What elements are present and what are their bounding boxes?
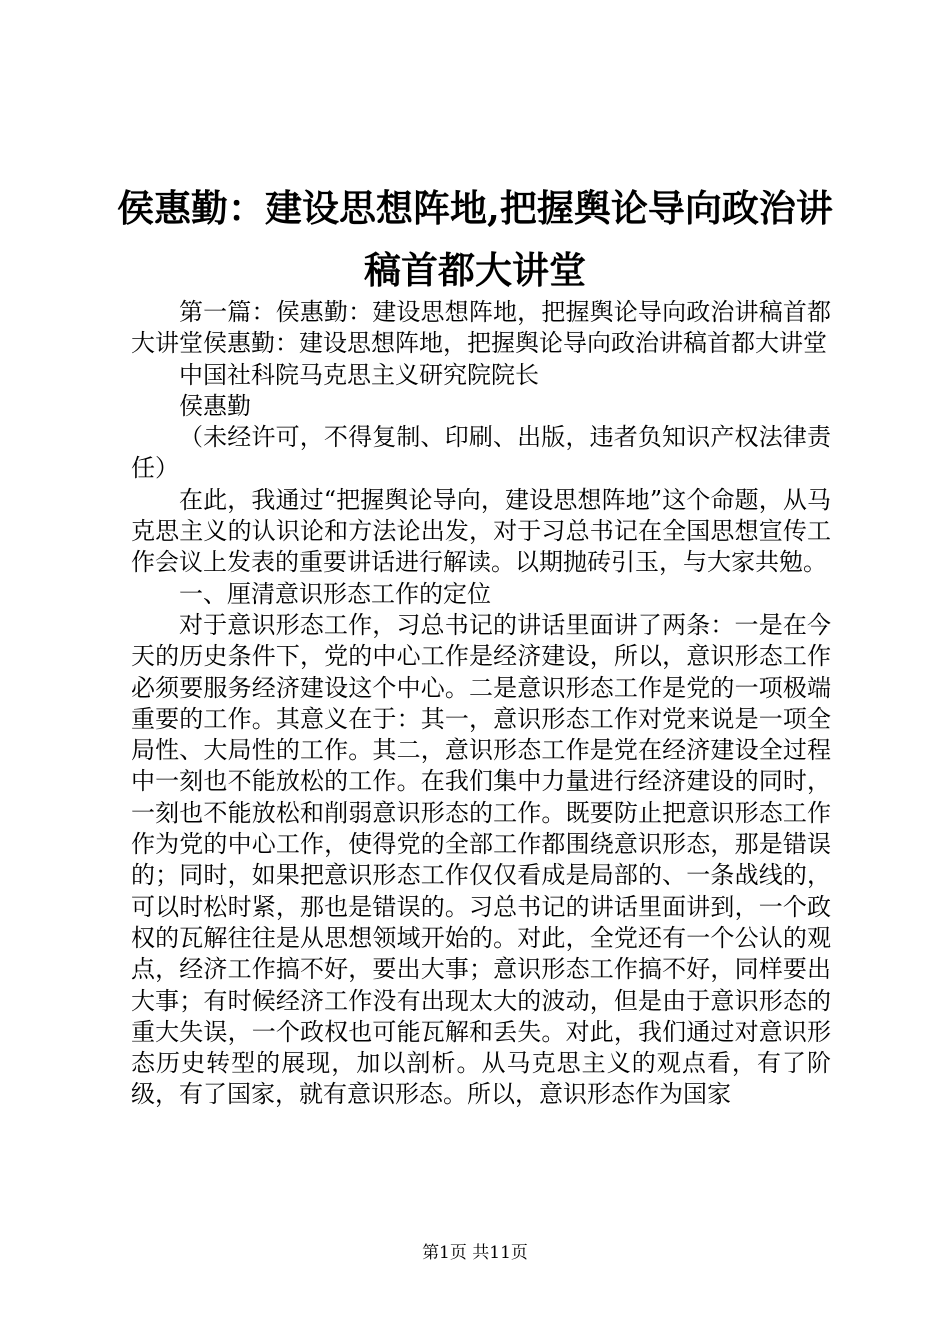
page-number-footer: 第1页 共11页 (422, 1243, 528, 1263)
section-heading: 一、厘清意识形态工作的定位 (179, 579, 491, 608)
document-body (131, 297, 831, 1111)
paragraph-opening: 在此，我通过“把握舆论导向，建设思想阵地”这个命题，从马克思主义的认识论和方法论出发，对于习总书记在全国思想宣传工作会议上发表的重要讲话进行解读。以期抛砖引玉，与大家共勉。 (131, 485, 831, 577)
paragraph-intro: 第一篇：侯惠勤：建设思想阵地，把握舆论导向政治讲稿首都大讲堂侯惠勤：建设思想阵地，把握舆论导向政治讲稿首都大讲堂 (131, 298, 831, 358)
author-name: 侯惠勤 (179, 391, 251, 420)
paragraph-main: 对于意识形态工作，习总书记的讲话里面讲了两条：一是在今天的历史条件下，党的中心工作是经济建设，所以，意识形态工作必须要服务经济建设这个中心。二是意识形态工作是党的一项极端重要的工作。其意义在于：其一，意识形态工作对党来说是一项全局性、大局性的工作。其二，意识形态工作是党在经济建设全过程中一刻也不能放松的工作。在我们集中力量进行经济建设的同时，一刻也不能放松和削弱意识形态的工作。既要防止把意识形态工作作为党的中心工作，使得党的全部工作都围绕意识形态，那是错误的；同时，如果把意识形态工作仅仅看成是局部的、一条战线的，可以时松时紧，那也是错误的。习总书记的讲话里面讲到，一个政权的瓦解往往是从思想领域开始的。对此，全党还有一个公认的观点，经济工作搞不好，要出大事；意识形态工作搞不好，同样要出大事；有时候经济工作没有出现太大的波动，但是由于意识形态的重大失误，一个政权也可能瓦解和丢失。对此，我们通过对意识形态历史转型的展现，加以剖析。从马克思主义的观点看，有了阶级，有了国家，就有意识形态。所以，意识形态作为国家 (131, 610, 831, 1109)
copyright-notice: （未经许可，不得复制、印刷、出版，违者负知识产权法律责任） (131, 423, 831, 483)
author-affiliation: 中国社科院马克思主义研究院院长 (179, 360, 539, 389)
document-title-line-2: 稿首都大讲堂 (364, 248, 586, 292)
document-title-line-1: 侯惠勤：建设思想阵地,把握舆论导向政治讲 (117, 186, 833, 230)
